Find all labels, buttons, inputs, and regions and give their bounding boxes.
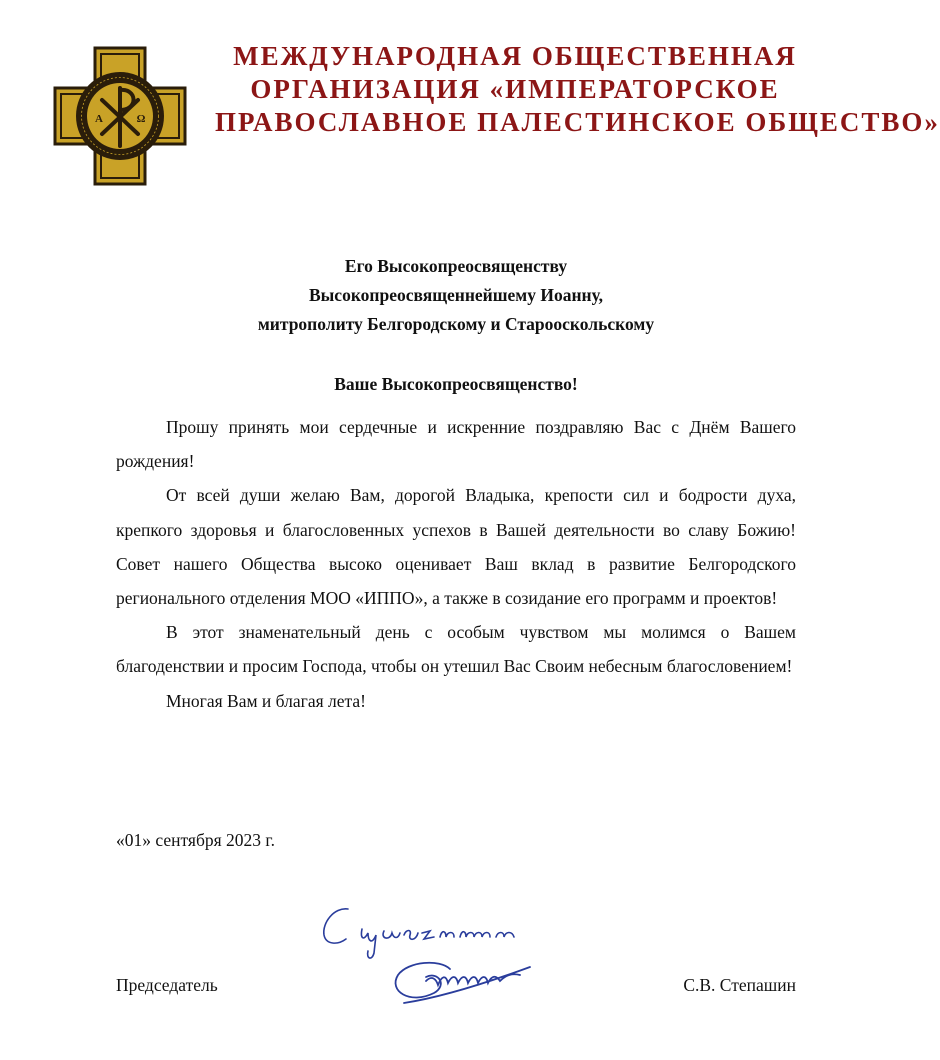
letter-date: «01» сентября 2023 г. — [116, 830, 275, 850]
omega-letter: Ω — [136, 113, 146, 125]
body-paragraph: В этот знаменательный день с особым чувством мы молимся о Вашем благоденствии и просим Господа, чтобы он утешил Вас Своим небесным благословением! — [116, 622, 796, 677]
addressee-line: митрополиту Белгородскому и Старооскольскому — [257, 314, 655, 334]
org-name-line: ПРАВОСЛАВНОЕ ПАЛЕСТИНСКОЕ ОБЩЕСТВО» — [215, 107, 940, 137]
signature-scribble — [396, 963, 530, 1003]
chi-rho-cross-emblem — [55, 48, 185, 184]
letter-body — [116, 410, 796, 718]
addressee-line: Его Высокопреосвященству — [344, 256, 568, 276]
handwritten-signature — [300, 895, 560, 1025]
signer-name: С.В. Степашин — [683, 975, 796, 995]
body-paragraph: Многая Вам и благая лета! — [166, 690, 366, 711]
body-paragraph: Прошу принять мои сердечные и искренние поздравляю Вас с Днём Вашего рождения! — [116, 417, 796, 472]
addressee-block — [100, 252, 812, 339]
org-name-line: ОРГАНИЗАЦИЯ «ИМПЕРАТОРСКОЕ — [250, 74, 780, 104]
signer-position: Председатель — [116, 975, 218, 995]
salutation: Ваше Высокопреосвященство! — [334, 374, 578, 394]
handwritten-note — [324, 909, 514, 958]
addressee-line: Высокопреосвященнейшему Иоанну, — [308, 285, 604, 305]
org-name-line: МЕЖДУНАРОДНАЯ ОБЩЕСТВЕННАЯ — [233, 41, 797, 71]
organization-name — [215, 40, 940, 139]
letterhead — [0, 0, 940, 200]
alpha-letter: А — [95, 113, 103, 125]
body-paragraph: От всей души желаю Вам, дорогой Владыка, крепости сил и бодрости духа, крепкого здоровья и благословенных успехов в Вашей деятельности во славу Божию! Совет нашего Общества высоко оценивает Ваш вклад в развитие Белгородского регионального отделения МОО «ИППО», а также в созидание его программ и проектов! — [116, 485, 796, 609]
